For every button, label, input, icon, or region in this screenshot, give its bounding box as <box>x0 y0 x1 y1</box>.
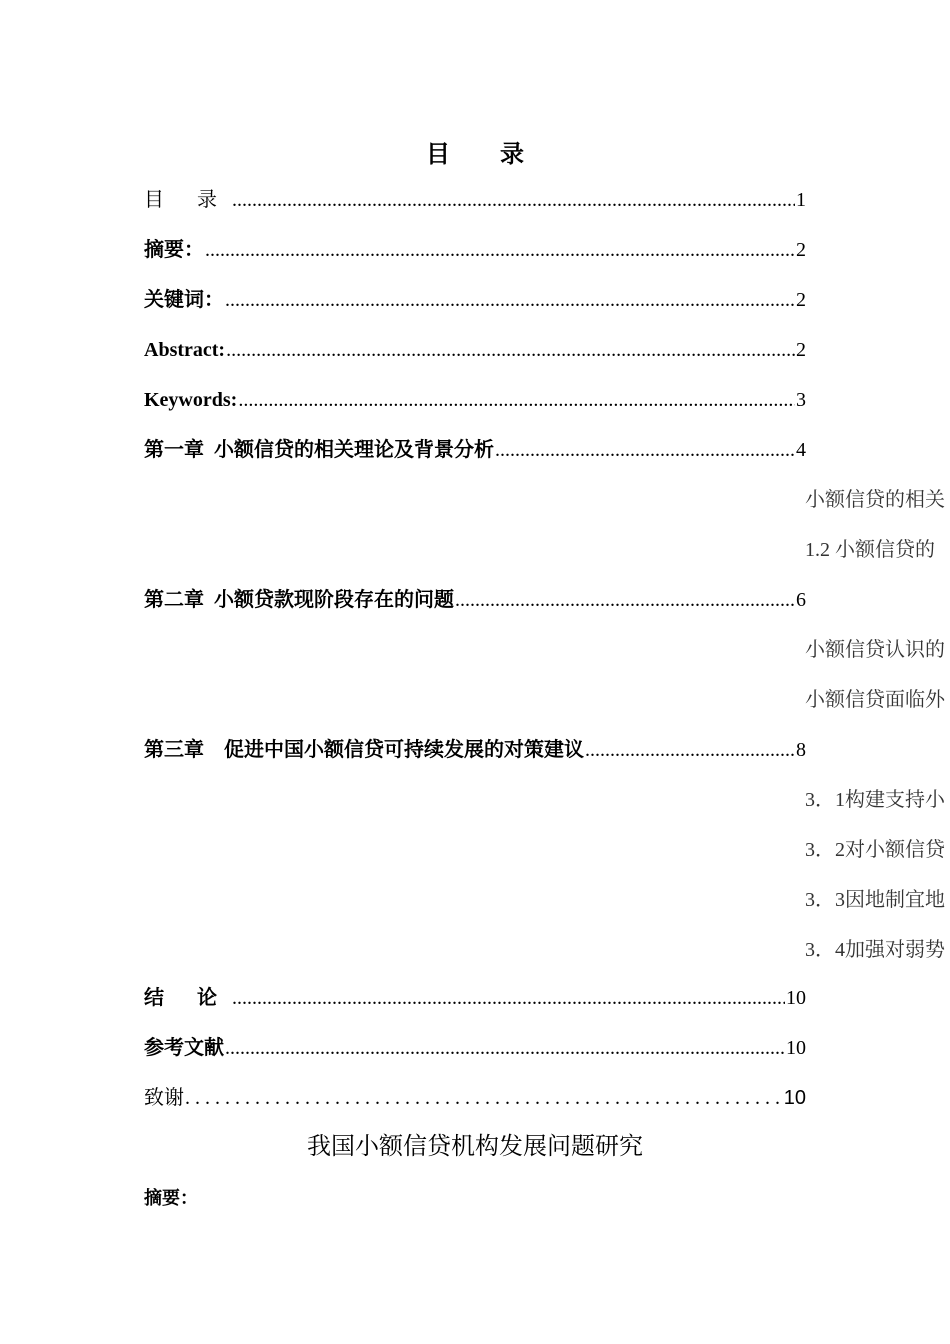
toc-entry-chapter-3[interactable] <box>144 735 806 765</box>
toc-entry-label: Keywords: <box>144 389 238 411</box>
toc-entry-label: 结 论 <box>144 987 231 1009</box>
toc-entry-abstract-en[interactable] <box>144 335 806 365</box>
toc-entry-keywords-en[interactable] <box>144 385 806 415</box>
toc-subentry-3-1[interactable]: 3．1构建支持小 <box>805 789 945 811</box>
toc-entry-label: 目 录 <box>144 189 231 211</box>
toc-leader-dots <box>185 1083 783 1113</box>
toc-entry-label: 参考文献 <box>144 1037 224 1059</box>
toc-entry-label: Abstract: <box>144 339 226 361</box>
toc-entry-label: 第三章 促进中国小额信贷可持续发展的对策建议 <box>144 739 584 761</box>
toc-entry-chapter-2[interactable] <box>144 585 806 615</box>
toc-leader-dots <box>495 435 795 465</box>
toc-entry-conclusion[interactable] <box>144 983 806 1013</box>
toc-leader-dots <box>205 235 795 265</box>
toc-leader-dots <box>226 335 795 365</box>
toc-page-number: 8 <box>796 739 806 761</box>
toc-page-number: 10 <box>786 1037 806 1059</box>
toc-entry-acknowledgements[interactable] <box>144 1083 806 1113</box>
document-title: 我国小额信贷机构发展问题研究 <box>307 1132 643 1160</box>
toc-page-number: 6 <box>796 589 806 611</box>
toc-entry-chapter-1[interactable] <box>144 435 806 465</box>
toc-subentry-2-1[interactable]: 小额信贷认识的 <box>805 639 945 661</box>
toc-entry-references[interactable] <box>144 1033 806 1063</box>
toc-page-number: 2 <box>796 339 806 361</box>
toc-leader-dots <box>232 185 795 215</box>
toc-entry-abstract-cn[interactable] <box>144 235 806 265</box>
toc-entry-keywords-cn[interactable] <box>144 285 806 315</box>
toc-heading: 目 录 <box>426 142 546 168</box>
toc-entry-label: 摘要： <box>144 239 204 261</box>
toc-subentry-2-2[interactable]: 小额信贷面临外 <box>805 689 945 711</box>
toc-entry-label: 致谢 <box>144 1087 184 1109</box>
toc-page-number: 2 <box>796 289 806 311</box>
toc-page-number: 2 <box>796 239 806 261</box>
toc-leader-dots <box>232 983 785 1013</box>
toc-leader-dots <box>455 585 795 615</box>
toc-entry-label: 第一章 小额信贷的相关理论及背景分析 <box>144 439 494 461</box>
toc-entry-label: 第二章 小额贷款现阶段存在的问题 <box>144 589 454 611</box>
toc-leader-dots <box>225 285 795 315</box>
toc-page-number: 4 <box>796 439 806 461</box>
toc-leader-dots <box>225 1033 785 1063</box>
toc-leader-dots <box>238 385 795 415</box>
toc-page-number: 10 <box>786 987 806 1009</box>
abstract-label: 摘要： <box>144 1188 198 1208</box>
toc-entry-label: 关键词： <box>144 289 224 311</box>
toc-page-number: 1 <box>796 189 806 211</box>
toc-page-number: 3 <box>796 389 806 411</box>
toc-subentry-3-2[interactable]: 3．2对小额信贷 <box>805 839 945 861</box>
toc-subentry-3-3[interactable]: 3．3因地制宜地 <box>805 889 945 911</box>
toc-subentry-3-4[interactable]: 3．4加强对弱势 <box>805 939 945 961</box>
toc-page-number: 10 <box>783 1087 806 1109</box>
toc-subentry-1-1[interactable]: 小额信贷的相关 <box>805 489 945 511</box>
toc-entry-contents[interactable] <box>144 185 806 215</box>
toc-leader-dots <box>585 735 795 765</box>
toc-subentry-1-2[interactable]: 1.2 小额信贷的 <box>805 539 935 561</box>
